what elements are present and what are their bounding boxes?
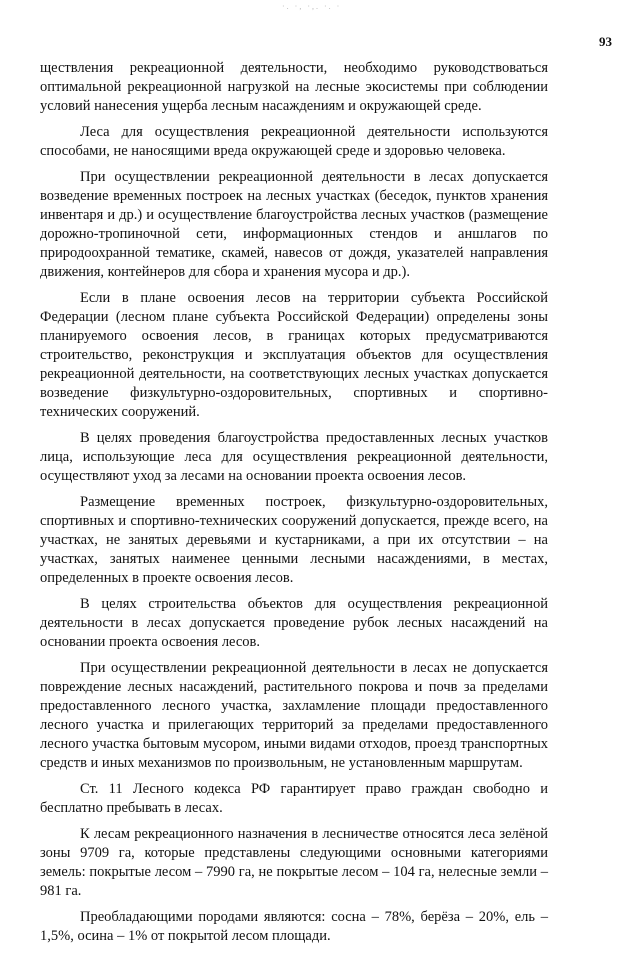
- paragraph-construction-felling: В целях строительства объектов для осуществления рекреационной деятельности в лесах допускается проведение рубок лесных насаждений на основании проекта освоения лесов.: [40, 596, 548, 650]
- paragraph-forest-plan-zones: Если в плане освоения лесов на территории субъекта Российской Федерации (лесном плане субъекта Российской Федерации) определены зоны планируемого освоения лесов, в границах которых предусматриваются строительство, реконструкция и эксплуатация объектов для осуществления рекреационной деятельности, на соответствующих лесных участках допускается возведение физкультурно-оздоровительных, спортивных и спортивно-технических сооружений.: [40, 290, 548, 420]
- paragraph-forest-care: В целях проведения благоустройства предоставленных лесных участков лица, использующие леса для осуществления рекреационной деятельности, осуществляют уход за лесами на основании проекта освоения лесов.: [40, 430, 548, 484]
- paragraph-recreation-methods: Леса для осуществления рекреационной деятельности используются способами, не наносящими вреда окружающей среде и здоровью человека.: [40, 124, 548, 159]
- page-number: 93: [599, 34, 612, 49]
- paragraph-continuation: ществления рекреационной деятельности, необходимо руководствоваться оптимальной рекреационной нагрузкой на лесные экосистемы при соблюдении условий нанесения ущерба лесным насаждениям и окружающей среде.: [40, 60, 548, 114]
- paragraph-placement-rules: Размещение временных построек, физкультурно-оздоровительных, спортивных и спортивно-технических сооружений допускается, прежде всего, на участках, не занятых деревьями и кустарниками, а при их отсутствии – на участках, занятых наименее ценными лесными насаждениями, в местах, определенных в проекте освоения лесов.: [40, 494, 548, 586]
- scan-artifact: ·. ·, ·,. ·. ·: [282, 2, 342, 11]
- paragraph-green-zone-area: К лесам рекреационного назначения в лесничестве относятся леса зелёной зоны 9709 га, которые представлены следующими основными категориями земель: покрытые лесом – 7990 га, не покрытые лесом – 104 га, нелесные земли – 981 га.: [40, 826, 548, 899]
- paragraph-forest-code-article: Ст. 11 Лесного кодекса РФ гарантирует право граждан свободно и бесплатно пребывать в лесах.: [40, 781, 548, 816]
- paragraph-prohibitions: При осуществлении рекреационной деятельности в лесах не допускается повреждение лесных насаждений, растительного покрова и почв за пределами предоставленного лесного участка, захламление площади предоставленного лесного участка и прилегающих территорий за пределами предоставленного лесного участка бытовым мусором, иными видами отходов, проезд транспортных средств и иных механизмов по произвольным, не установленным маршрутам.: [40, 660, 548, 771]
- paragraph-species-composition: Преобладающими породами являются: сосна – 78%, берёза – 20%, ель – 1,5%, осина – 1% от покрытой лесом площади.: [40, 909, 548, 944]
- paragraph-temporary-buildings: При осуществлении рекреационной деятельности в лесах допускается возведение временных построек на лесных участках (беседок, пунктов хранения инвентаря и др.) и осуществление благоустройства лесных участков (размещение дорожно-тропиночной сети, информационных стендов и аншлагов по природоохранной тематике, скамей, навесов от дождя, указателей направления движения, контейнеров для сбора и хранения мусора и др.).: [40, 169, 548, 280]
- document-body: [40, 59, 548, 953]
